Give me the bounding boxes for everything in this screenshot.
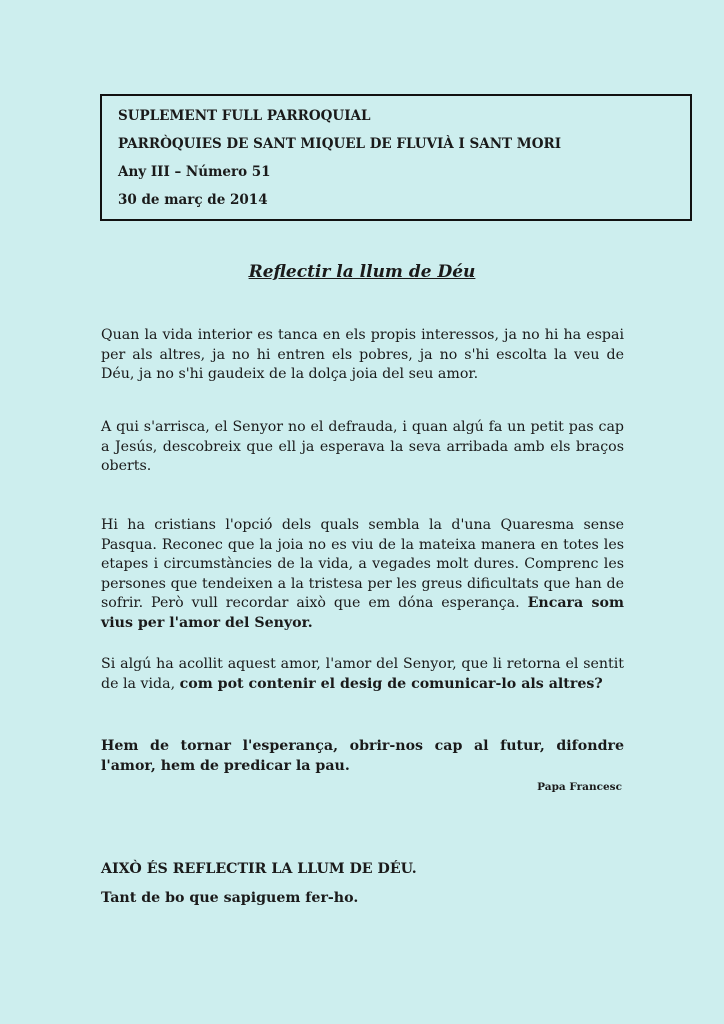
bulletin-header-box <box>100 94 692 221</box>
article-title: Reflectir la llum de Déu <box>248 262 476 282</box>
paragraph-3 <box>101 516 624 633</box>
closing-line: Tant de bo que sapiguem fer-ho. <box>101 890 359 906</box>
paragraph-4-emphasis: com pot contenir el desig de comunicar-lo als altres? <box>179 675 603 692</box>
closing-heading: AIXÒ ÉS REFLECTIR LA LLUM DE DÉU. <box>101 861 417 877</box>
parishes-name: PARRÒQUIES DE SANT MIQUEL DE FLUVIÀ I SANT MORI <box>118 136 562 152</box>
paragraph-1: Quan la vida interior es tanca en els propis interessos, ja no hi ha espai per als altres, ja no hi entren els pobres, ja no s'hi escolta la veu de Déu, ja no s'hi gaudeix de la dolça joia del seu amor. <box>101 327 624 382</box>
issue-number: Any III – Número 51 <box>118 164 271 180</box>
paragraph-5: Hem de tornar l'esperança, obrir-nos cap al futur, difondre l'amor, hem de predicar la pau. <box>101 738 624 774</box>
paragraph-4 <box>101 655 624 694</box>
paragraph-2: A qui s'arrisca, el Senyor no el defrauda, i quan algú fa un petit pas cap a Jesús, descobreix que ell ja esperava la seva arribada amb els braços oberts. <box>101 419 624 474</box>
paragraph-4-text: Si algú ha acollit aquest amor, l'amor del Senyor, que li retorna el sentit de la vida, <box>101 656 624 692</box>
issue-date: 30 de març de 2014 <box>118 192 268 208</box>
bulletin-name: SUPLEMENT FULL PARROQUIAL <box>118 108 371 124</box>
signature: Papa Francesc <box>537 781 622 793</box>
paragraph-3-emphasis: Encara som vius per l'amor del Senyor. <box>101 595 625 631</box>
paragraph-3-text: Hi ha cristians l'opció dels quals sembla la d'una Quaresma sense Pasqua. Reconec que la joia no es viu de la mateixa manera en totes les etapes i circumstàncies de la vida, a vegades molt dures. Comprenc les persones que tendeixen a la tristesa per les greus dificultats que han de sofrir. Però vull recordar això que em dóna esperança. <box>101 517 624 611</box>
